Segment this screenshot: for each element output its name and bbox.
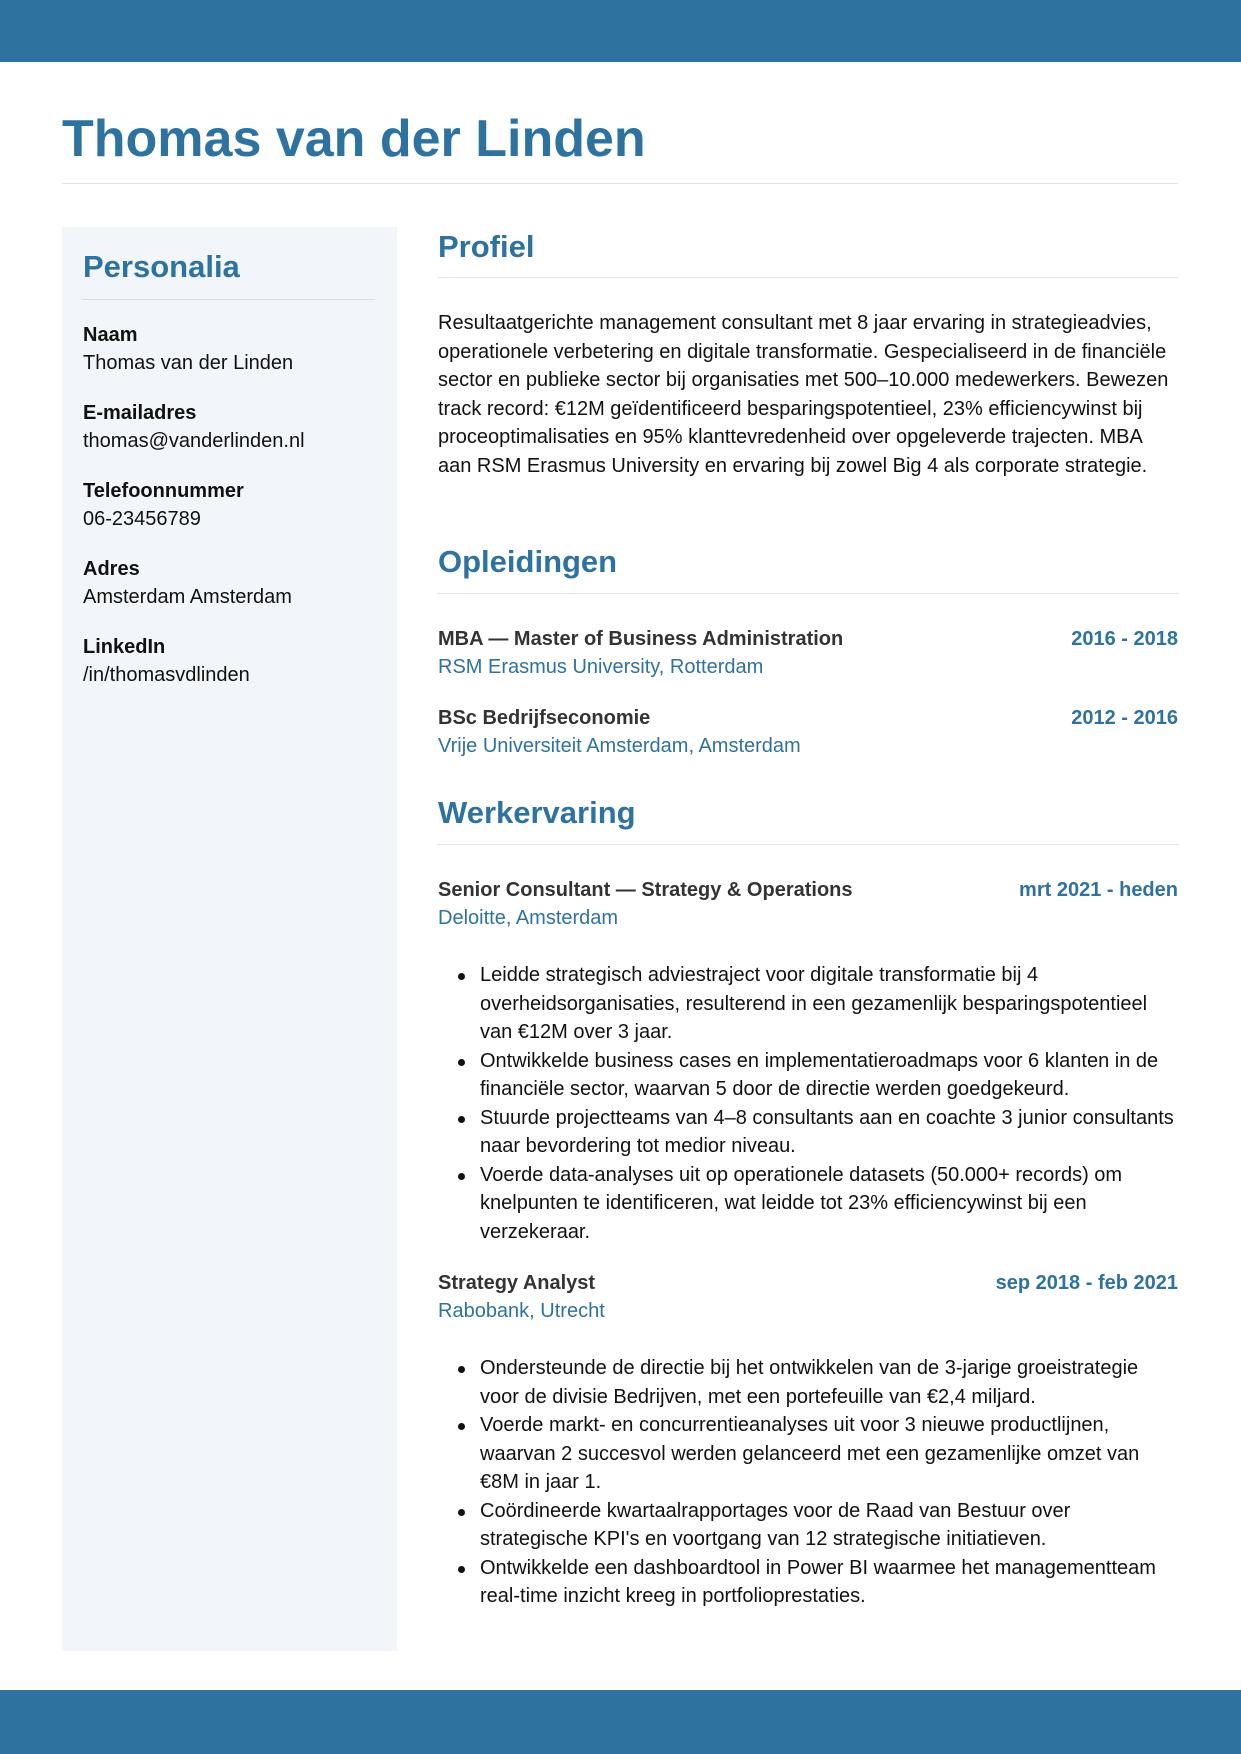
education-entry bbox=[438, 625, 1178, 681]
experience-heading: Werkervaring bbox=[438, 795, 636, 830]
entry-header bbox=[438, 876, 1178, 904]
detail-address bbox=[83, 555, 383, 633]
entry-title: BSc Bedrijfseconomie bbox=[438, 707, 651, 729]
achievement-item: Stuurde projectteams van 4–8 consultants aan en coachte 3 junior consultants naar bevordering tot medior niveau. bbox=[438, 1104, 1178, 1161]
experience-divider bbox=[438, 844, 1178, 845]
entry-title: MBA — Master of Business Administration bbox=[438, 628, 844, 650]
detail-value: Amsterdam Amsterdam bbox=[83, 586, 292, 608]
achievement-item: Ondersteunde de directie bij het ontwikkelen van de 3-jarige groeistrategie voor de divisie Bedrijven, met een portefeuille van €2,4 miljard. bbox=[438, 1354, 1178, 1411]
entry-header bbox=[438, 1269, 1178, 1297]
sidebar-personalia bbox=[62, 227, 397, 1651]
education-heading: Opleidingen bbox=[438, 544, 618, 579]
footer-band bbox=[0, 1690, 1241, 1754]
job-employer: Rabobank, Utrecht bbox=[438, 1300, 605, 1322]
achievement-item: Leidde strategisch adviestraject voor digitale transformatie bij 4 overheidsorganisaties, resulterend in een gezamenlijk besparingspotentieel van €12M over 3 jaar. bbox=[438, 961, 1178, 1047]
profile-divider bbox=[438, 277, 1178, 278]
detail-phone bbox=[83, 477, 383, 555]
entry-header bbox=[438, 625, 1178, 653]
achievement-item: Coördineerde kwartaalrapportages voor de Raad van Bestuur over strategische KPI's en voortgang van 12 strategische initiatieven. bbox=[438, 1497, 1178, 1554]
detail-value: 06-23456789 bbox=[83, 508, 201, 530]
education-entry bbox=[438, 704, 1178, 760]
page-title: Thomas van der Linden bbox=[62, 110, 646, 168]
education-divider bbox=[438, 593, 1178, 594]
detail-label: Adres bbox=[83, 558, 140, 580]
job-dates: sep 2018 - feb 2021 bbox=[995, 1272, 1178, 1294]
job-entry bbox=[438, 876, 1178, 932]
profile-text: Resultaatgerichte management consultant met 8 jaar ervaring in strategieadvies, operationele verbetering en digitale transformatie. Gespecialiseerd in de financiële sector en publieke sector bij organisaties met 500–10.000 medewerkers. Bewezen track record: €12M geïdentificeerd besparingspotentieel, 23% efficiencywinst bij proceoptimalisaties en 95% klanttevredenheid over opgeleverde trajecten. MBA aan RSM Erasmus University en ervaring bij zowel Big 4 als corporate strategie. bbox=[438, 312, 1169, 477]
entry-institution: RSM Erasmus University, Rotterdam bbox=[438, 656, 764, 678]
achievement-item: Ontwikkelde een dashboardtool in Power BI waarmee het managementteam real-time inzicht kreeg in portfolioprestaties. bbox=[438, 1554, 1178, 1611]
detail-linkedin bbox=[83, 633, 383, 711]
entry-dates: 2016 - 2018 bbox=[1071, 628, 1178, 650]
detail-value: Thomas van der Linden bbox=[83, 352, 294, 374]
detail-label: Naam bbox=[83, 324, 138, 346]
achievement-item: Ontwikkelde business cases en implementatieroadmaps voor 6 klanten in de financiële sector, waarvan 5 door de directie werden goedgekeurd. bbox=[438, 1047, 1178, 1104]
detail-email bbox=[83, 399, 383, 477]
detail-label: E-mailadres bbox=[83, 402, 197, 424]
job-title: Senior Consultant — Strategy & Operations bbox=[438, 879, 853, 901]
entry-institution: Vrije Universiteit Amsterdam, Amsterdam bbox=[438, 735, 801, 757]
job-achievements bbox=[438, 961, 1178, 1246]
entry-dates: 2012 - 2016 bbox=[1071, 707, 1178, 729]
job-dates: mrt 2021 - heden bbox=[1019, 879, 1178, 901]
detail-label: Telefoonnummer bbox=[83, 480, 244, 502]
achievement-item: Voerde markt- en concurrentieanalyses uit voor 3 nieuwe productlijnen, waarvan 2 succesvol werden gelanceerd met een gezamenlijke omzet van €8M in jaar 1. bbox=[438, 1411, 1178, 1497]
detail-value: thomas@vanderlinden.nl bbox=[83, 430, 305, 452]
job-title: Strategy Analyst bbox=[438, 1272, 596, 1294]
header-band bbox=[0, 0, 1241, 62]
title-divider bbox=[62, 183, 1178, 184]
job-entry bbox=[438, 1269, 1178, 1325]
profile-heading: Profiel bbox=[438, 229, 535, 264]
personal-details-list bbox=[83, 321, 383, 711]
entry-header bbox=[438, 704, 1178, 732]
sidebar-divider bbox=[83, 299, 375, 300]
detail-name bbox=[83, 321, 383, 399]
job-employer: Deloitte, Amsterdam bbox=[438, 907, 619, 929]
job-achievements bbox=[438, 1354, 1178, 1611]
sidebar-heading: Personalia bbox=[83, 249, 240, 284]
detail-value: /in/thomasvdlinden bbox=[83, 664, 250, 686]
achievement-item: Voerde data-analyses uit op operationele datasets (50.000+ records) om knelpunten te identificeren, wat leidde tot 23% efficiencywinst bij een verzekeraar. bbox=[438, 1161, 1178, 1247]
detail-label: LinkedIn bbox=[83, 636, 166, 658]
